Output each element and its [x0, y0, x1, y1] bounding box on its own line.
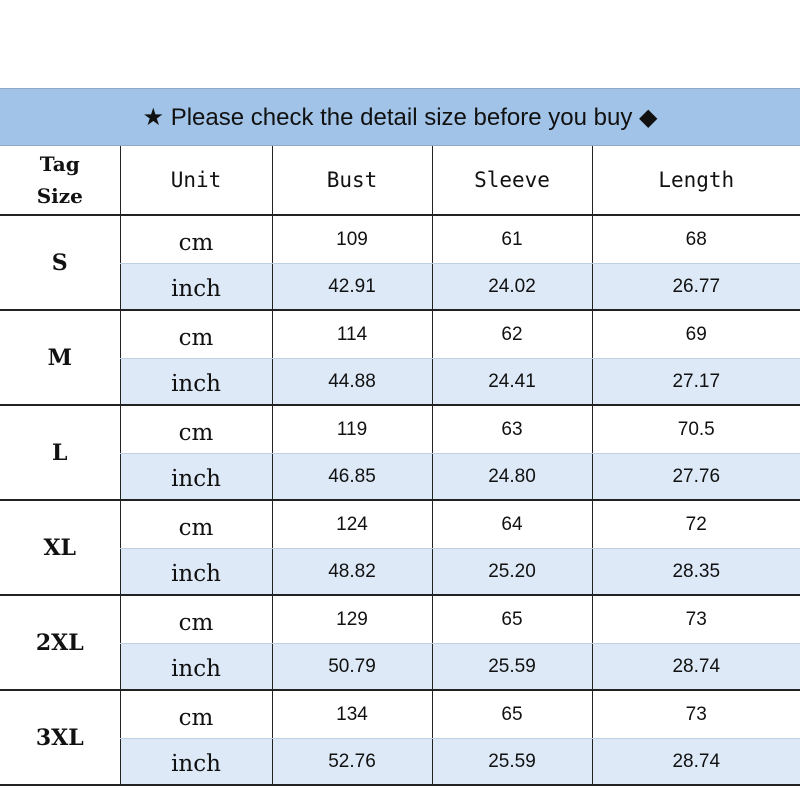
size-row-inch — [0, 549, 800, 596]
unit-cell: cm — [120, 500, 272, 549]
length-cell: 27.76 — [592, 454, 800, 501]
size-tag: 2XL — [0, 595, 120, 690]
length-cell: 28.74 — [592, 739, 800, 786]
size-row-cm — [0, 500, 800, 549]
sleeve-cell: 24.80 — [432, 454, 592, 501]
bust-cell: 44.88 — [272, 359, 432, 406]
header-unit: Unit — [120, 146, 272, 215]
size-row-inch — [0, 644, 800, 691]
length-cell: 73 — [592, 595, 800, 644]
table-header-row — [0, 146, 800, 215]
length-cell: 68 — [592, 215, 800, 264]
bust-cell: 134 — [272, 690, 432, 739]
size-row-inch — [0, 739, 800, 786]
size-tag: 3XL — [0, 690, 120, 785]
bust-cell: 114 — [272, 310, 432, 359]
size-row-cm — [0, 215, 800, 264]
sleeve-cell: 62 — [432, 310, 592, 359]
sleeve-cell: 25.59 — [432, 739, 592, 786]
size-row-inch — [0, 359, 800, 406]
unit-cell: cm — [120, 405, 272, 454]
length-cell: 26.77 — [592, 264, 800, 311]
bust-cell: 119 — [272, 405, 432, 454]
bust-cell: 109 — [272, 215, 432, 264]
size-row-cm — [0, 595, 800, 644]
sleeve-cell: 63 — [432, 405, 592, 454]
size-chart-banner: ★ Please check the detail size before you buy ◆ — [0, 88, 800, 146]
size-tag: L — [0, 405, 120, 500]
sleeve-cell: 25.59 — [432, 644, 592, 691]
sleeve-cell: 61 — [432, 215, 592, 264]
size-row-inch — [0, 264, 800, 311]
unit-cell: cm — [120, 215, 272, 264]
size-tag: S — [0, 215, 120, 310]
unit-cell: inch — [120, 644, 272, 691]
length-cell: 70.5 — [592, 405, 800, 454]
header-bust: Bust — [272, 146, 432, 215]
size-chart — [0, 88, 800, 786]
bust-cell: 129 — [272, 595, 432, 644]
header-tag-line2: Size — [36, 184, 83, 208]
unit-cell: cm — [120, 310, 272, 359]
sleeve-cell: 65 — [432, 690, 592, 739]
unit-cell: cm — [120, 690, 272, 739]
length-cell: 72 — [592, 500, 800, 549]
bust-cell: 48.82 — [272, 549, 432, 596]
sleeve-cell: 24.02 — [432, 264, 592, 311]
header-sleeve: Sleeve — [432, 146, 592, 215]
length-cell: 69 — [592, 310, 800, 359]
size-row-cm — [0, 690, 800, 739]
bust-cell: 52.76 — [272, 739, 432, 786]
length-cell: 27.17 — [592, 359, 800, 406]
length-cell: 28.35 — [592, 549, 800, 596]
size-table — [0, 146, 800, 786]
header-length: Length — [592, 146, 800, 215]
length-cell: 28.74 — [592, 644, 800, 691]
size-row-cm — [0, 405, 800, 454]
size-tag: M — [0, 310, 120, 405]
bust-cell: 124 — [272, 500, 432, 549]
unit-cell: inch — [120, 739, 272, 786]
sleeve-cell: 25.20 — [432, 549, 592, 596]
size-row-inch — [0, 454, 800, 501]
header-tag-line1: Tag — [39, 152, 80, 176]
sleeve-cell: 65 — [432, 595, 592, 644]
sleeve-cell: 24.41 — [432, 359, 592, 406]
unit-cell: cm — [120, 595, 272, 644]
bust-cell: 42.91 — [272, 264, 432, 311]
length-cell: 73 — [592, 690, 800, 739]
unit-cell: inch — [120, 549, 272, 596]
size-row-cm — [0, 310, 800, 359]
unit-cell: inch — [120, 264, 272, 311]
bust-cell: 46.85 — [272, 454, 432, 501]
unit-cell: inch — [120, 359, 272, 406]
bust-cell: 50.79 — [272, 644, 432, 691]
size-tag: XL — [0, 500, 120, 595]
unit-cell: inch — [120, 454, 272, 501]
header-tag-size — [0, 146, 120, 215]
sleeve-cell: 64 — [432, 500, 592, 549]
